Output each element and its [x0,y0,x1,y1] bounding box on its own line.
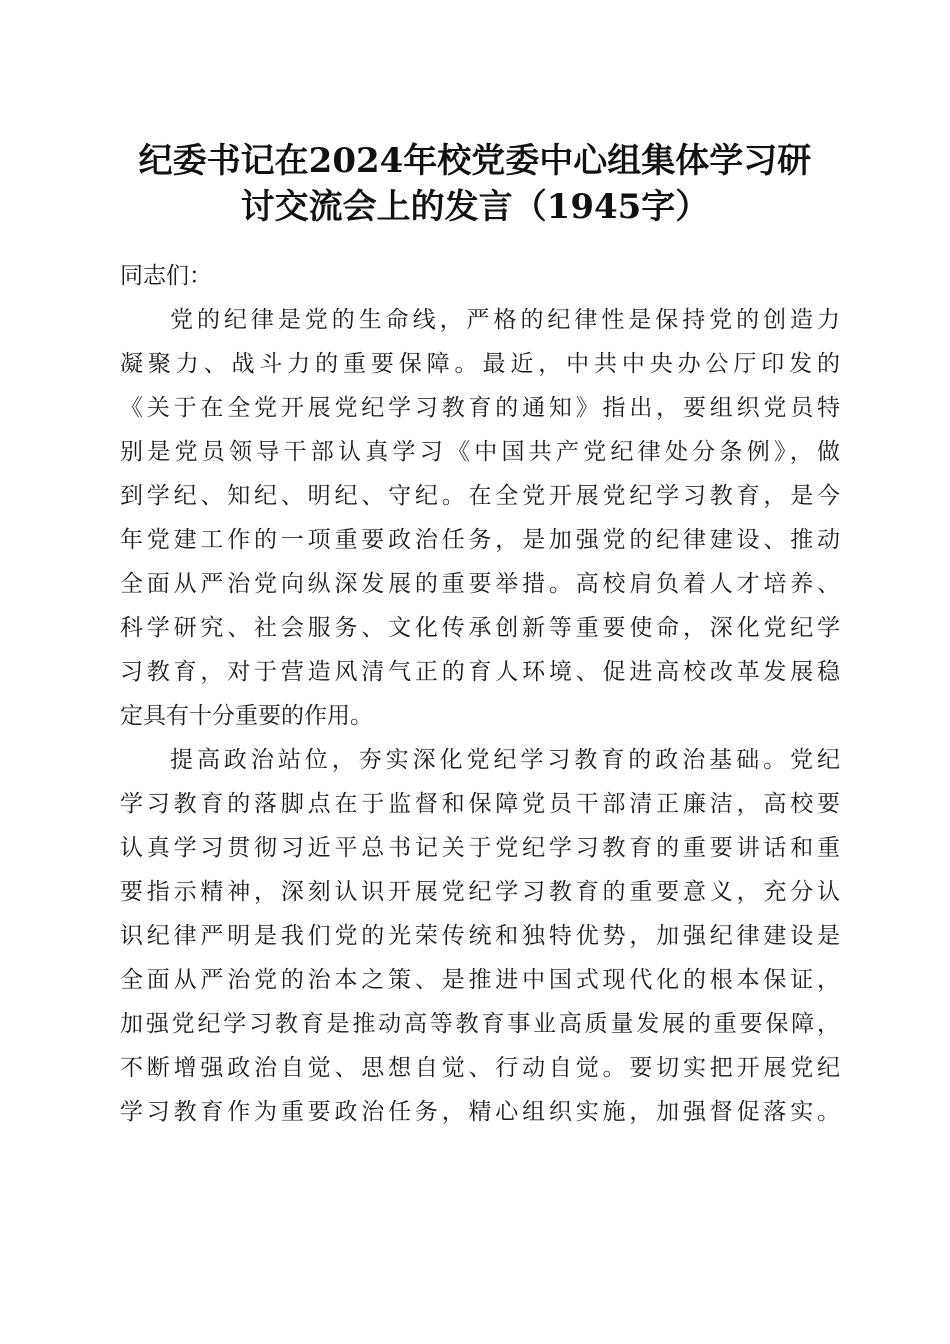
paragraph-line: 年党建工作的一项重要政治任务，是加强党的纪律建设、推动 [120,527,840,553]
paragraph-line: 加强党纪学习教育是推动高等教育事业高质量发展的重要保障， [120,1011,840,1037]
document-body [120,254,840,1134]
paragraph-line: 别是党员领导干部认真学习《中国共产党纪律处分条例》，做 [120,439,840,465]
paragraph-line: 提高政治站位，夯实深化党纪学习教育的政治基础。党纪 [170,747,840,773]
paragraph-line: 识纪律严明是我们党的光荣传统和独特优势，加强纪律建设是 [120,923,840,949]
paragraph-line: 不断增强政治自觉、思想自觉、行动自觉。要切实把开展党纪 [120,1055,840,1081]
paragraph-line: 习教育，对于营造风清气正的育人环境、促进高校改革发展稳 [120,659,840,685]
salutation: 同志们： [120,263,212,289]
paragraph-line: 认真学习贯彻习近平总书记关于党纪学习教育的重要讲话和重 [120,835,840,861]
paragraph-line: 到学纪、知纪、明纪、守纪。在全党开展党纪学习教育，是今 [120,483,840,509]
paragraph-line: 党的纪律是党的生命线，严格的纪律性是保持党的创造力 [170,307,840,333]
paragraph-line: 科学研究、社会服务、文化传承创新等重要使命，深化党纪学 [120,615,840,641]
paragraph-1 [120,298,840,738]
paragraph-2 [120,738,840,1134]
title-line-2: 讨交流会上的发言（1945字） [240,187,710,227]
paragraph-line: 凝聚力、战斗力的重要保障。最近，中共中央办公厅印发的 [120,351,840,377]
document-title [60,138,890,230]
paragraph-line: 要指示精神，深刻认识开展党纪学习教育的重要意义，充分认 [120,879,840,905]
paragraph-line: 学习教育作为重要政治任务，精心组织实施，加强督促落实。 [120,1099,840,1125]
title-line-1: 纪委书记在2024年校党委中心组集体学习研 [138,141,812,181]
paragraph-line: 定具有十分重要的作用。 [120,703,373,729]
paragraph-line: 学习教育的落脚点在于监督和保障党员干部清正廉洁，高校要 [120,791,840,817]
paragraph-line: 全面从严治党的治本之策、是推进中国式现代化的根本保证， [120,967,840,993]
paragraph-line: 全面从严治党向纵深发展的重要举措。高校肩负着人才培养、 [120,571,840,597]
paragraph-line: 《关于在全党开展党纪学习教育的通知》指出，要组织党员特 [120,395,840,421]
